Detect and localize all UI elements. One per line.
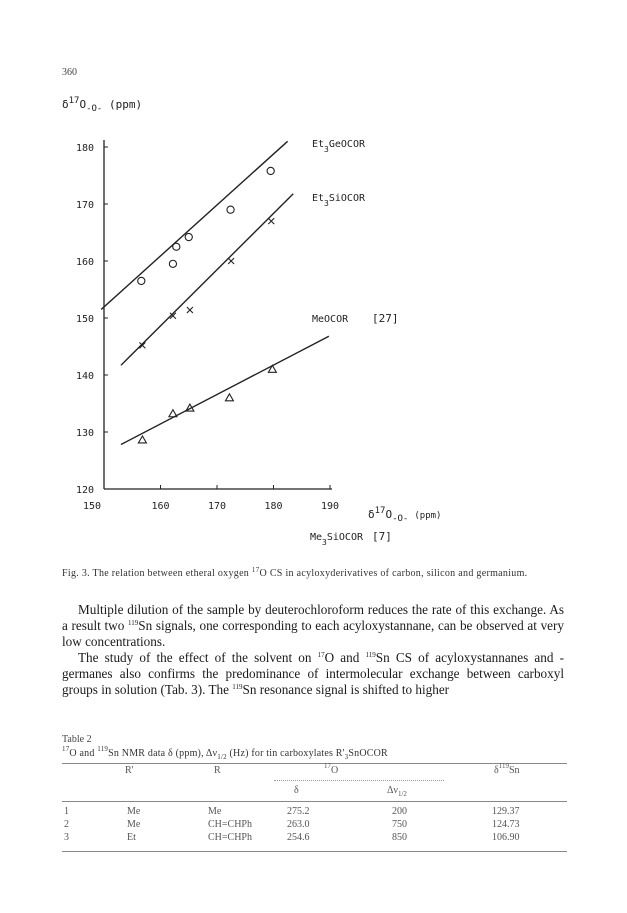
data-point-cross bbox=[268, 218, 274, 224]
table-cell-n: 2 bbox=[64, 819, 69, 830]
data-point-cross bbox=[228, 258, 234, 264]
header-119sn: $\delta^{119}Sn$ bbox=[494, 762, 520, 776]
fit-line-et3geocor bbox=[101, 141, 287, 309]
paragraph-2: The study of the effect of the solvent on $^{17}$O and $^{119}$Sn CS of acyloxystannanes and -germanes also confirms the predominance of intermolecular exchange between carboxyl groups in solution (Tab. 3). The $^{119}$Sn resonance signal is shifted to higher bbox=[62, 650, 564, 697]
table-cell-r: CH=CHPh bbox=[208, 819, 252, 830]
table-cell-r: Me bbox=[208, 806, 222, 817]
figure-caption: Fig. 3. The relation between etheral oxygen $^{17}$O CS in acyloxyderivatives of carbon, silicon and germanium. bbox=[62, 566, 528, 579]
data-point-circle bbox=[227, 206, 234, 213]
label-et3siocor: $Et_3SiOCOR$ bbox=[312, 193, 365, 208]
table-header-rule bbox=[62, 801, 567, 802]
table-cell-n: 1 bbox=[64, 806, 69, 817]
x-axis-title: $\delta^{17}O_{-O-}$ $^{(ppm)}$ bbox=[368, 506, 442, 524]
table-cell-delta: 263.0 bbox=[287, 819, 310, 830]
y-tick-label: 140 bbox=[76, 371, 95, 382]
table-cell-delta: 254.6 bbox=[287, 832, 310, 843]
header-r-prime: R' bbox=[125, 765, 134, 776]
table-label: Table 2 bbox=[62, 734, 92, 745]
x-tick-label: 150 bbox=[83, 501, 102, 512]
table-cell-n: 3 bbox=[64, 832, 69, 843]
y-tick-label: 150 bbox=[76, 314, 95, 325]
x-tick-label: 190 bbox=[321, 501, 340, 512]
y-tick-label: 180 bbox=[76, 143, 95, 154]
table-cell-r-prime: Me bbox=[127, 819, 141, 830]
table-bottom-rule bbox=[62, 851, 567, 852]
header-r: R bbox=[214, 765, 221, 776]
data-point-circle bbox=[173, 243, 180, 250]
x-tick-label: 160 bbox=[151, 501, 170, 512]
table-cell-dnu: 750 bbox=[392, 819, 407, 830]
table-cell-sn: 124.73 bbox=[492, 819, 520, 830]
table-cell-sn: 129.37 bbox=[492, 806, 520, 817]
label-et3geocor: $Et_3GeOCOR$ bbox=[312, 139, 365, 154]
label-me3siocor-ref: [7] bbox=[372, 530, 392, 543]
header-delta: δ bbox=[294, 785, 299, 796]
label-me3siocor: $Me_3SiOCOR$ bbox=[310, 532, 363, 547]
data-point-triangle bbox=[169, 410, 177, 417]
label-meocor-ref: [27] bbox=[372, 312, 399, 325]
table-sub-rule bbox=[274, 780, 444, 781]
paragraph-1: Multiple dilution of the sample by deuterochloroform reduces the rate of this exchange. As a result two $^{119}$Sn signals, one corresponding to each acyloxystannane, can be observed at very low concentrations. bbox=[62, 602, 565, 649]
label-meocor: MeOCOR bbox=[312, 314, 349, 325]
data-point-triangle bbox=[138, 436, 146, 443]
header-17o: $^{17}$O bbox=[324, 762, 339, 776]
x-tick-label: 180 bbox=[264, 501, 283, 512]
data-point-triangle bbox=[225, 394, 233, 401]
x-tick-label: 170 bbox=[208, 501, 227, 512]
table-top-rule bbox=[62, 763, 567, 764]
fit-line-et3siocor bbox=[121, 194, 293, 366]
data-point-circle bbox=[267, 167, 274, 174]
y-tick-label: 120 bbox=[76, 485, 95, 496]
page-number: 360 bbox=[62, 67, 77, 78]
table-cell-dnu: 200 bbox=[392, 806, 407, 817]
fit-line-meocor bbox=[121, 336, 329, 444]
y-tick-label: 160 bbox=[76, 257, 95, 268]
body-text bbox=[62, 602, 564, 698]
table-cell-delta: 275.2 bbox=[287, 806, 310, 817]
data-point-circle bbox=[169, 260, 176, 267]
data-point-circle bbox=[138, 277, 145, 284]
table-cell-r: CH=CHPh bbox=[208, 832, 252, 843]
y-axis-title: $\delta^{17}O_{-O-}$ (ppm) bbox=[62, 96, 143, 114]
data-point-cross bbox=[187, 307, 193, 313]
table-cell-r-prime: Me bbox=[127, 806, 141, 817]
table-cell-sn: 106.90 bbox=[492, 832, 520, 843]
data-point-circle bbox=[185, 233, 192, 240]
y-tick-label: 170 bbox=[76, 200, 95, 211]
y-tick-label: 130 bbox=[76, 428, 95, 439]
table-cell-r-prime: Et bbox=[127, 832, 136, 843]
table-cell-dnu: 850 bbox=[392, 832, 407, 843]
header-dnu: $\Delta\nu_{1/2}$ bbox=[387, 785, 407, 798]
table-caption: $^{17}$O and $^{119}$Sn NMR data δ (ppm), $\Delta\nu_{1/2}$ (Hz) for tin carboxylates $R'_3SnOCOR$ bbox=[62, 745, 388, 761]
